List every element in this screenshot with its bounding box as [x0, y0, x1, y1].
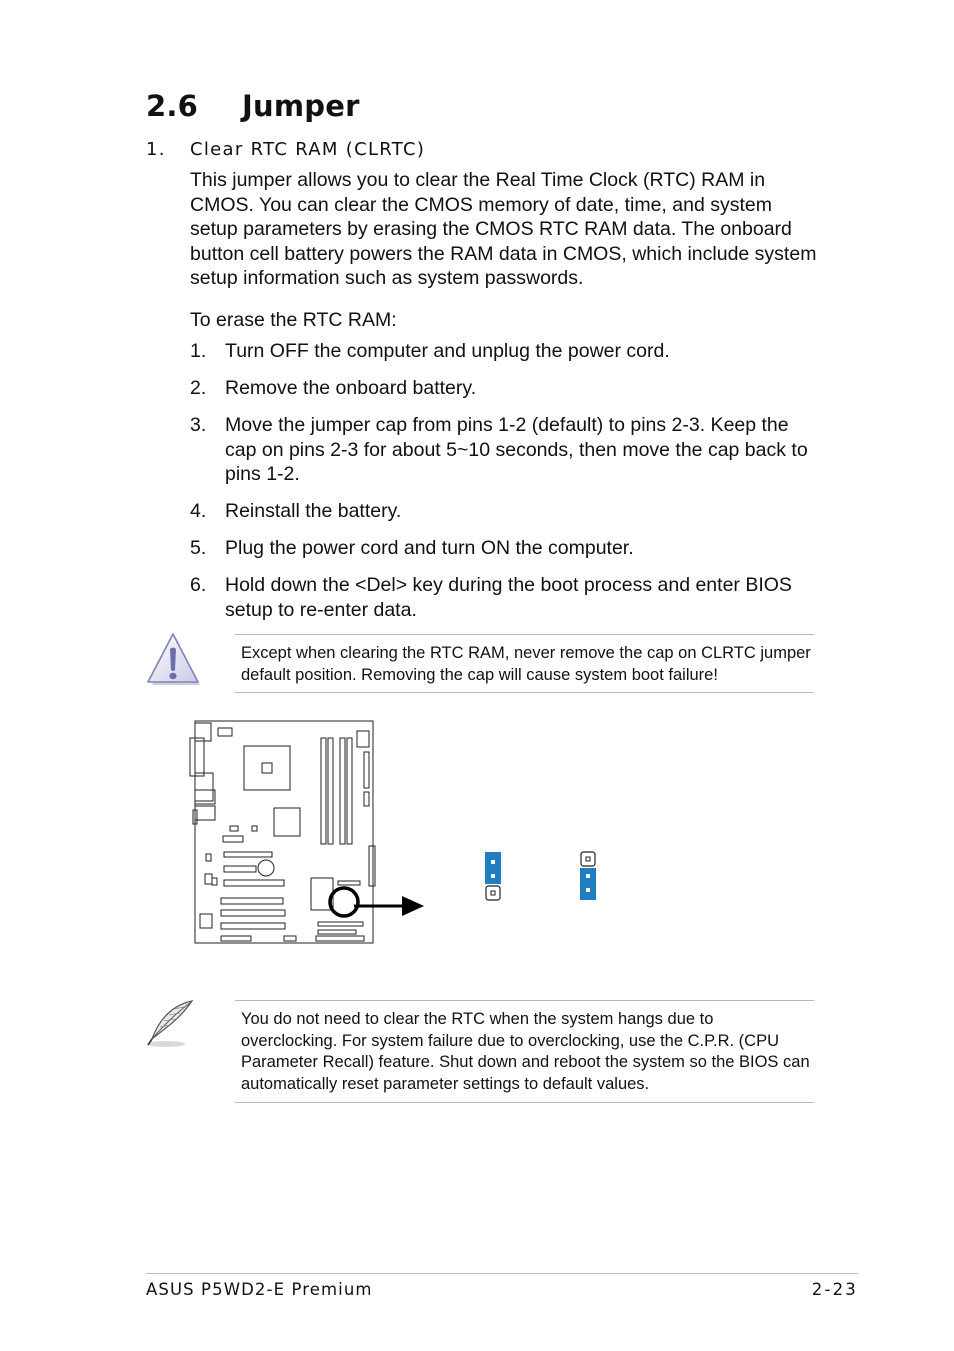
step-number: 6.	[190, 574, 207, 596]
list-item	[190, 573, 820, 622]
section-title-text: Jumper	[242, 89, 360, 123]
section-number: 2.6	[146, 89, 198, 123]
intro-paragraph: This jumper allows you to clear the Real Time Clock (RTC) RAM in CMOS. You can clear the CMOS memory of date, time, and system setup parameters by erasing the CMOS RTC RAM data. The onboard button cell battery powers the RAM data in CMOS, which include system setup information such as system passwords.	[190, 169, 817, 289]
step-number: 1.	[190, 340, 207, 362]
step-number: 3.	[190, 414, 207, 436]
step-text: Turn OFF the computer and unplug the power cord.	[225, 340, 670, 362]
list-item	[190, 536, 820, 561]
subsection-number: 1.	[146, 139, 166, 160]
list-item	[190, 413, 820, 487]
tip-text: You do not need to clear the RTC when the system hangs due to overclocking. For system failure due to overclocking, use the C.P.R. (CPU Parameter Recall) feature. Shut down and reboot the system so the BIOS can automatically reset parameter settings to default values.	[241, 1010, 810, 1093]
step-text: Plug the power cord and turn ON the computer.	[225, 537, 634, 559]
tip-note	[235, 1000, 814, 1103]
list-item	[190, 376, 820, 401]
step-text: Reinstall the battery.	[225, 500, 402, 522]
section-title	[146, 86, 360, 126]
footer-page-number: 2-23	[811, 1280, 858, 1299]
warning-triangle-icon	[145, 632, 203, 688]
caution-note	[235, 634, 814, 693]
step-number: 2.	[190, 377, 207, 399]
jumper-pins-2-3	[578, 850, 598, 902]
subsection-heading	[146, 138, 425, 162]
steps-list	[190, 339, 820, 635]
caution-text: Except when clearing the RTC RAM, never remove the cap on CLRTC jumper default position. Removing the cap will cause system boot failure!	[241, 644, 811, 684]
footer-divider	[146, 1273, 858, 1274]
list-item	[190, 339, 820, 364]
step-text: Remove the onboard battery.	[225, 377, 477, 399]
step-text: Move the jumper cap from pins 1-2 (default) to pins 2-3. Keep the cap on pins 2-3 for about 5~10 seconds, then move the cap back to pins 1-2.	[225, 414, 808, 485]
jumper-pins-1-2	[483, 850, 503, 902]
erase-lead: To erase the RTC RAM:	[190, 309, 397, 331]
subsection-title: Clear RTC RAM (CLRTC)	[190, 139, 426, 160]
footer-product-name: ASUS P5WD2-E Premium	[146, 1280, 373, 1299]
motherboard-layout-diagram	[188, 718, 428, 948]
list-item	[190, 499, 820, 524]
feather-pen-icon	[144, 999, 196, 1049]
step-number: 5.	[190, 537, 207, 559]
step-number: 4.	[190, 500, 207, 522]
step-text: Hold down the <Del> key during the boot process and enter BIOS setup to re-enter data.	[225, 574, 792, 621]
